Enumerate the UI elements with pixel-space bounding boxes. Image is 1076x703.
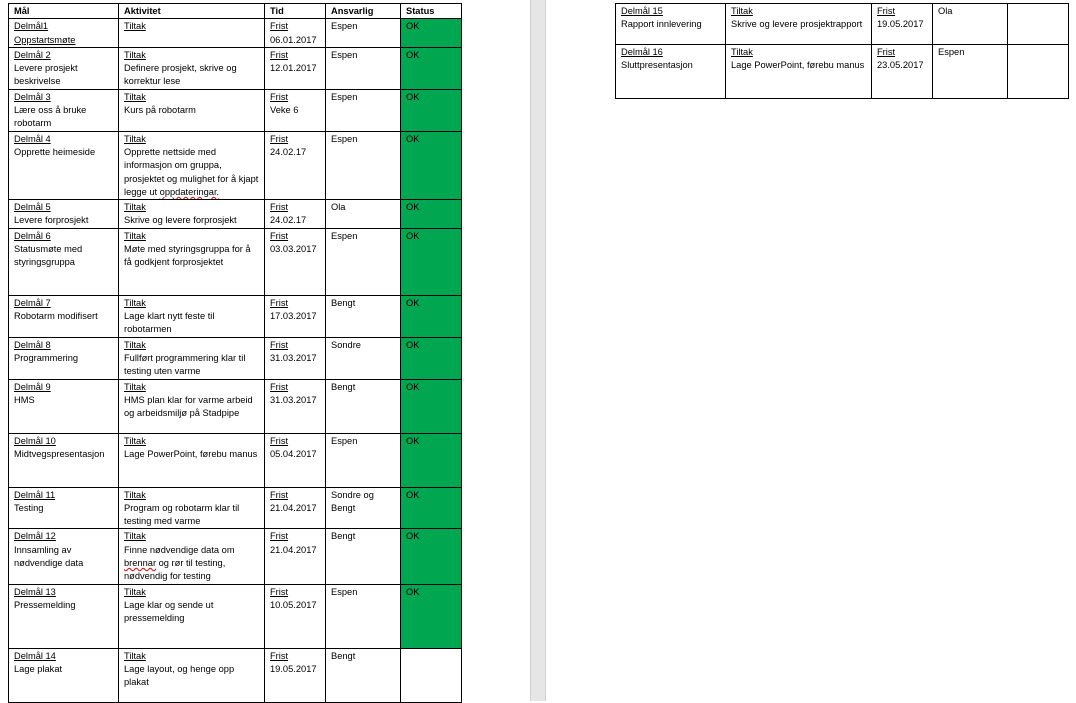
activity-cell	[119, 295, 265, 337]
activity-label: Tiltak	[124, 21, 146, 32]
activity-label: Tiltak	[124, 202, 146, 213]
goal-text: Levere forprosjekt	[14, 215, 89, 226]
deadline-label: Frist	[877, 6, 896, 16]
header-activity: Aktivitet	[119, 4, 265, 19]
activity-cell	[119, 529, 265, 584]
goal-text: Levere prosjekt beskrivelse	[14, 63, 78, 87]
activity-cell	[119, 433, 265, 487]
goal-cell	[616, 4, 726, 45]
activity-cell	[119, 584, 265, 648]
activity-text: Skrive og levere forprosjekt	[124, 215, 237, 226]
milestone-table-continued	[615, 3, 1069, 99]
responsible-cell: Espen	[326, 47, 401, 89]
deadline-label: Frist	[270, 586, 289, 597]
goal-cell	[9, 131, 119, 199]
goal-label: Delmål 7	[14, 297, 51, 308]
time-cell	[265, 487, 326, 529]
responsible-cell: Sondre og Bengt	[326, 487, 401, 529]
time-cell	[265, 131, 326, 199]
activity-label: Tiltak	[124, 489, 146, 500]
goal-text: Innsamling av nødvendige data	[14, 544, 84, 569]
activity-label: Tiltak	[124, 230, 146, 241]
goal-text: Oppstartsmøte	[14, 34, 76, 45]
time-cell	[265, 379, 326, 433]
status-cell: OK	[401, 19, 462, 48]
activity-text: Møte med styringsgruppa for å få godkjent forprosjektet	[124, 244, 251, 268]
goal-label: Delmål 14	[14, 650, 56, 661]
table-row	[9, 228, 462, 295]
goal-label: Delmål 12	[14, 531, 56, 542]
goal-label: Delmål 15	[621, 6, 663, 16]
goal-label: Delmål1	[14, 21, 49, 32]
goal-text: Pressemelding	[14, 599, 76, 610]
deadline-value: Veke 6	[270, 105, 299, 116]
status-cell: OK	[401, 379, 462, 433]
activity-label: Tiltak	[124, 91, 146, 102]
status-cell: OK	[401, 487, 462, 529]
deadline-label: Frist	[270, 297, 289, 308]
activity-label: Tiltak	[124, 133, 146, 144]
goal-label: Delmål 9	[14, 381, 51, 392]
header-time: Tid	[265, 4, 326, 19]
goal-cell	[9, 47, 119, 89]
goal-label: Delmål 13	[14, 586, 56, 597]
activity-text: Lage klart nytt feste til robotarmen	[124, 311, 215, 335]
activity-cell	[119, 487, 265, 529]
responsible-cell: Bengt	[326, 648, 401, 702]
goal-cell	[9, 584, 119, 648]
time-cell	[265, 337, 326, 379]
goal-cell	[9, 648, 119, 702]
activity-label: Tiltak	[124, 435, 146, 446]
deadline-value: 21.04.2017	[270, 544, 317, 555]
time-cell	[265, 295, 326, 337]
activity-cell	[119, 131, 265, 199]
table-row	[9, 295, 462, 337]
spellcheck-flag: oppdateringar.	[159, 186, 220, 197]
goal-cell	[9, 337, 119, 379]
table-row	[9, 89, 462, 131]
table-row	[9, 648, 462, 702]
deadline-value: 23.05.2017	[877, 60, 924, 71]
time-cell	[265, 584, 326, 648]
responsible-cell: Espen	[326, 228, 401, 295]
activity-label: Tiltak	[124, 49, 146, 60]
activity-cell	[119, 19, 265, 48]
status-cell: OK	[401, 47, 462, 89]
activity-text: Finne nødvendige data om brennar og rør til testing, nødvendig for testing	[124, 544, 235, 582]
time-cell	[265, 228, 326, 295]
deadline-label: Frist	[270, 133, 289, 144]
activity-cell	[119, 47, 265, 89]
responsible-cell: Espen	[326, 19, 401, 48]
goal-cell	[9, 200, 119, 229]
goal-text: Lage plakat	[14, 663, 63, 674]
deadline-value: 17.03.2017	[270, 311, 317, 322]
activity-label: Tiltak	[731, 6, 753, 16]
activity-cell	[119, 200, 265, 229]
goal-label: Delmål 2	[14, 49, 51, 60]
activity-label: Tiltak	[124, 381, 146, 392]
activity-text: Lage PowerPoint, førebu manus	[124, 448, 258, 459]
activity-text: Fullført programmering klar til testing uten varme	[124, 352, 246, 377]
goal-cell	[9, 433, 119, 487]
header-responsible: Ansvarlig	[326, 4, 401, 19]
activity-text: Program og robotarm klar til testing med varme	[124, 502, 240, 527]
deadline-label: Frist	[270, 489, 289, 500]
document-page-left	[0, 0, 530, 701]
deadline-value: 21.04.2017	[270, 502, 317, 513]
table-row	[9, 379, 462, 433]
time-cell	[265, 19, 326, 48]
time-cell	[265, 200, 326, 229]
table-row	[9, 200, 462, 229]
deadline-label: Frist	[270, 49, 289, 60]
status-cell: OK	[401, 228, 462, 295]
deadline-value: 31.03.2017	[270, 394, 317, 405]
deadline-label: Frist	[270, 650, 289, 661]
responsible-cell: Espen	[326, 584, 401, 648]
goal-text: Testing	[14, 502, 44, 513]
activity-label: Tiltak	[124, 586, 146, 597]
deadline-label: Frist	[270, 435, 289, 446]
status-cell	[1008, 4, 1069, 45]
activity-label: Tiltak	[124, 297, 146, 308]
activity-cell	[119, 337, 265, 379]
responsible-cell: Espen	[326, 433, 401, 487]
goal-cell	[9, 19, 119, 48]
deadline-value: 19.05.2017	[877, 19, 924, 30]
time-cell	[872, 45, 933, 99]
status-cell	[1008, 45, 1069, 99]
deadline-label: Frist	[877, 47, 896, 57]
activity-text: Definere prosjekt, skrive og korrektur lese	[124, 63, 237, 87]
goal-cell	[9, 89, 119, 131]
goal-label: Delmål 8	[14, 339, 51, 350]
responsible-cell: Espen	[326, 89, 401, 131]
activity-cell	[726, 45, 872, 99]
table-row	[9, 433, 462, 487]
goal-label: Delmål 5	[14, 202, 51, 213]
responsible-cell: Bengt	[326, 295, 401, 337]
deadline-value: 10.05.2017	[270, 599, 317, 610]
table-row	[9, 487, 462, 529]
responsible-cell: Espen	[933, 45, 1008, 99]
status-cell	[401, 648, 462, 702]
status-cell: OK	[401, 89, 462, 131]
responsible-cell: Bengt	[326, 379, 401, 433]
goal-text: Opprette heimeside	[14, 146, 96, 157]
table-row	[9, 19, 462, 48]
responsible-cell: Espen	[326, 131, 401, 199]
table-row	[9, 529, 462, 584]
activity-cell	[726, 4, 872, 45]
deadline-label: Frist	[270, 339, 289, 350]
goal-text: Statusmøte med styringsgruppa	[14, 244, 83, 268]
goal-label: Delmål 6	[14, 230, 51, 241]
deadline-label: Frist	[270, 531, 289, 542]
deadline-label: Frist	[270, 202, 289, 213]
page-separator	[530, 0, 546, 701]
deadline-label: Frist	[270, 230, 289, 241]
table-row	[9, 47, 462, 89]
activity-label: Tiltak	[124, 650, 146, 661]
activity-text: Opprette nettside med informasjon om gruppa, prosjektet og mulighet for å kjapt legge ut oppdateringar.	[124, 146, 259, 197]
table-row	[9, 337, 462, 379]
status-cell: OK	[401, 433, 462, 487]
status-cell: OK	[401, 131, 462, 199]
goal-cell	[616, 45, 726, 99]
goal-label: Delmål 11	[14, 489, 56, 500]
responsible-cell: Bengt	[326, 529, 401, 584]
activity-cell	[119, 648, 265, 702]
time-cell	[265, 89, 326, 131]
deadline-label: Frist	[270, 91, 289, 102]
activity-cell	[119, 379, 265, 433]
activity-text: Lage klar og sende ut pressemelding	[124, 599, 214, 624]
deadline-value: 06.01.2017	[270, 34, 317, 45]
status-cell: OK	[401, 337, 462, 379]
deadline-label: Frist	[270, 381, 289, 392]
spellcheck-flag: brennar	[124, 558, 157, 569]
activity-text: Lage layout, og henge opp plakat	[124, 663, 235, 688]
status-cell: OK	[401, 200, 462, 229]
deadline-value: 05.04.2017	[270, 448, 317, 459]
table-row	[616, 45, 1069, 99]
deadline-value: 31.03.2017	[270, 352, 317, 363]
goal-text: Robotarm modifisert	[14, 311, 98, 322]
activity-cell	[119, 89, 265, 131]
document-page-right	[546, 0, 1076, 701]
table-row	[616, 4, 1069, 45]
header-status: Status	[401, 4, 462, 19]
time-cell	[265, 648, 326, 702]
deadline-value: 24.02.17	[270, 215, 307, 226]
goal-cell	[9, 529, 119, 584]
goal-label: Delmål 16	[621, 47, 663, 57]
goal-cell	[9, 228, 119, 295]
goal-text: Rapport innlevering	[621, 19, 702, 30]
goal-text: Programmering	[14, 352, 79, 363]
deadline-label: Frist	[270, 21, 289, 32]
table-header-row	[9, 4, 462, 19]
time-cell	[265, 47, 326, 89]
status-cell: OK	[401, 295, 462, 337]
activity-label: Tiltak	[731, 47, 753, 57]
status-cell: OK	[401, 584, 462, 648]
activity-text: Kurs på robotarm	[124, 105, 196, 116]
status-cell: OK	[401, 529, 462, 584]
time-cell	[265, 529, 326, 584]
responsible-cell: Ola	[326, 200, 401, 229]
activity-label: Tiltak	[124, 531, 146, 542]
table-row	[9, 584, 462, 648]
responsible-cell: Ola	[933, 4, 1008, 45]
header-goal: Mål	[9, 4, 119, 19]
goal-cell	[9, 295, 119, 337]
time-cell	[265, 433, 326, 487]
goal-cell	[9, 487, 119, 529]
table-row	[9, 131, 462, 199]
goal-label: Delmål 3	[14, 91, 51, 102]
activity-text: Lage PowerPoint, førebu manus	[731, 60, 865, 71]
goal-text: Midtvegspresentasjon	[14, 448, 105, 459]
activity-label: Tiltak	[124, 339, 146, 350]
goal-text: Lære oss å bruke robotarm	[14, 105, 87, 129]
activity-text: HMS plan klar for varme arbeid og arbeidsmiljø på Stadpipe	[124, 394, 253, 419]
activity-text: Skrive og levere prosjektrapport	[731, 19, 863, 30]
responsible-cell: Sondre	[326, 337, 401, 379]
goal-label: Delmål 4	[14, 133, 51, 144]
goal-text: HMS	[14, 394, 35, 405]
milestone-table	[8, 3, 462, 703]
goal-cell	[9, 379, 119, 433]
activity-cell	[119, 228, 265, 295]
deadline-value: 12.01.2017	[270, 63, 317, 74]
deadline-value: 19.05.2017	[270, 663, 317, 674]
time-cell	[872, 4, 933, 45]
goal-text: Sluttpresentasjon	[621, 60, 693, 71]
goal-label: Delmål 10	[14, 435, 56, 446]
deadline-value: 03.03.2017	[270, 244, 317, 255]
deadline-value: 24.02.17	[270, 146, 307, 157]
